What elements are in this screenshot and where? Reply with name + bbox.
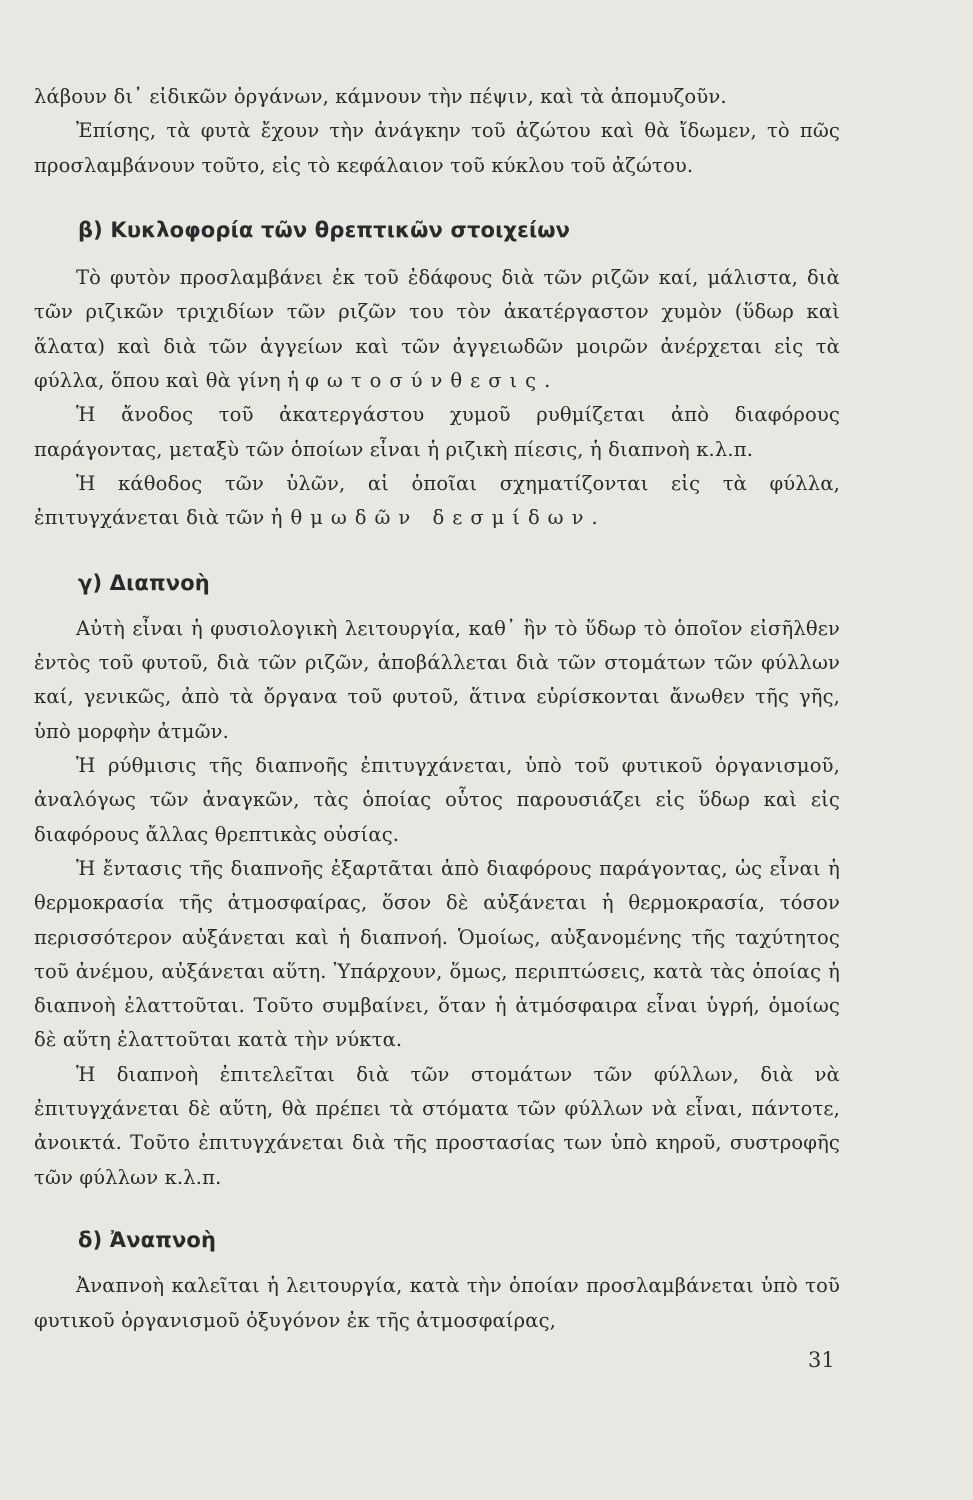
page-text [34, 80, 840, 1338]
intro-paragraph-1: λάβουν δι᾽ εἰδικῶν ὀργάνων, κάμνουν τὴν πέψιν, καὶ τὰ ἀπομυζοῦν. [34, 85, 727, 108]
section-heading-delta: δ) Ἀναπνοὴ [78, 1227, 217, 1252]
term-sieve-bundles: ἠθμωδῶν δεσμίδων. [270, 506, 606, 530]
gamma-paragraph-3: Ἡ ἔντασις τῆς διαπνοῆς ἐξαρτᾶται ἀπὸ διαφόρους παράγοντας, ὡς εἶναι ἡ θερμοκρασία τῆς ἀτμοσφαίρας, ὅσον δὲ αὐξάνεται ἡ θερμοκρασία, τόσον περισσότερον αὐξάνεται καὶ ἡ διαπνοή. Ὁμοίως, αὐξανομένης τῆς ταχύτητος τοῦ ἀνέμου, αὐξάνεται αὕτη. Ὑπάρχουν, ὅμως, περιπτώσεις, κατὰ τὰς ὁποίας ἡ διαπνοὴ ἐλαττοῦται. Τοῦτο συμβαίνει, ὅταν ἡ ἀτμόσφαιρα εἶναι ὑγρή, ὁμοίως δὲ αὕτη ἐλαττοῦται κατὰ τὴν νύκτα. [34, 856, 840, 1052]
section-heading-gamma: γ) Διαπνοὴ [78, 570, 210, 595]
gamma-paragraph-4: Ἡ διαπνοὴ ἐπιτελεῖται διὰ τῶν στομάτων τῶν φύλλων, διὰ νὰ ἐπιτυγχάνεται δὲ αὕτη, θὰ πρέπει τὰ στόματα τῶν φύλλων νὰ εἶναι, πάντοτε, ἀνοικτά. Τοῦτο ἐπιτυγχάνεται διὰ τῆς προστασίας των ὑπὸ κηροῦ, συστροφῆς τῶν φύλλων κ.λ.π. [34, 1062, 840, 1189]
delta-paragraph-1: Ἀναπνοὴ καλεῖται ἡ λειτουργία, κατὰ τὴν ὁποίαν προσλαμβάνεται ὑπὸ τοῦ φυτικοῦ ὀργανισμοῦ ὀξυγόνον ἐκ τῆς ἀτμοσφαίρας, [34, 1274, 840, 1332]
gamma-paragraph-2: Ἡ ρύθμισις τῆς διαπνοῆς ἐπιτυγχάνεται, ὑπὸ τοῦ φυτικοῦ ὀργανισμοῦ, ἀναλόγως τῶν ἀναγκῶν, τὰς ὁποίας οὗτος παρουσιάζει εἰς ὕδωρ καὶ εἰς διαφόρους ἄλλας θρεπτικὰς οὐσίας. [34, 754, 840, 846]
beta-paragraph-2: Ἡ ἄνοδος τοῦ ἀκατεργάστου χυμοῦ ρυθμίζεται ἀπὸ διαφόρους παράγοντας, μεταξὺ τῶν ὁποίων εἶναι ἡ ριζικὴ πίεσις, ἡ διαπνοὴ κ.λ.π. [34, 403, 840, 461]
page-number: 31 [808, 1348, 835, 1372]
section-heading-beta: β) Κυκλοφορία τῶν θρεπτικῶν στοιχείων [78, 217, 571, 242]
beta-paragraph-1-text: Τὸ φυτὸν προσλαμβάνει ἐκ τοῦ ἐδάφους διὰ τῶν ριζῶν καί, μάλιστα, διὰ τῶν ριζικῶν τριχιδίων τῶν ριζῶν του τὸν ἀκατέργαστον χυμὸν (ὕδωρ καὶ ἅλατα) καὶ διὰ τῶν ἀγγείων καὶ τῶν ἀγγειωδῶν μοιρῶν ἀνέρχεται εἰς τὰ φύλλα, ὅπου καὶ θὰ γίνη ἡ [34, 266, 840, 393]
intro-paragraph-2: Ἐπίσης, τὰ φυτὰ ἔχουν τὴν ἀνάγκην τοῦ ἀζώτου καὶ θὰ ἴδωμεν, τὸ πῶς προσλαμβάνουν τοῦτο, εἰς τὸ κεφάλαιον τοῦ κύκλου τοῦ ἀζώτου. [34, 119, 840, 177]
beta-paragraph-1 [34, 261, 840, 398]
beta-paragraph-3-text: Ἡ κάθοδος τῶν ὑλῶν, αἱ ὁποῖαι σχηματίζονται εἰς τὰ φύλλα, ἐπιτυγχάνεται διὰ τῶν [34, 471, 840, 530]
beta-paragraph-3 [34, 467, 840, 536]
term-photosynthesis: φωτοσύνθεσις. [305, 369, 559, 393]
gamma-paragraph-1: Αὐτὴ εἶναι ἡ φυσιολογικὴ λειτουργία, καθ᾽ ἣν τὸ ὕδωρ τὸ ὁποῖον εἰσῆλθεν ἐντὸς τοῦ φυτοῦ, διὰ τῶν ριζῶν, ἀποβάλλεται διὰ τῶν στομάτων τῶν φύλλων καί, γενικῶς, ἀπὸ τὰ ὄργανα τοῦ φυτοῦ, ἅτινα εὑρίσκονται ἄνωθεν τῆς γῆς, ὑπὸ μορφὴν ἀτμῶν. [34, 616, 840, 743]
